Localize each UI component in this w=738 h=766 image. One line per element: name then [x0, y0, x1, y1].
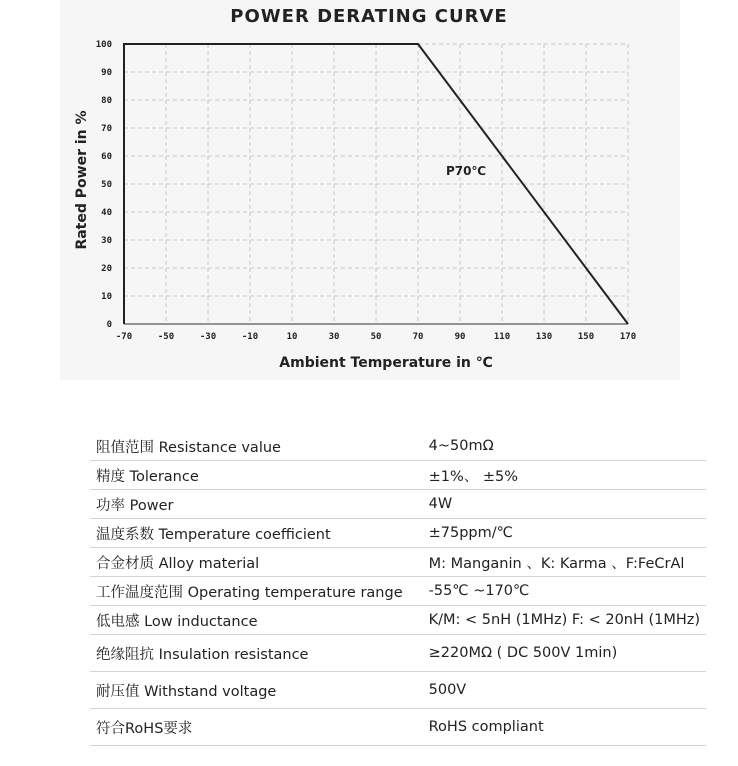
y-tick-label: 90 — [101, 68, 112, 78]
x-tick-label: -30 — [199, 332, 217, 342]
x-tick-label: 110 — [493, 332, 511, 342]
spec-table — [90, 432, 706, 746]
spec-value: -55℃ ~170℃ — [409, 577, 706, 606]
x-tick-label: 170 — [619, 332, 637, 342]
spec-label: 低电感 Low inductance — [90, 606, 409, 635]
x-tick-label: 30 — [328, 332, 340, 342]
y-tick-label: 50 — [101, 180, 112, 190]
y-tick-label: 10 — [101, 292, 112, 302]
spec-label: 阻值范围 Resistance value — [90, 432, 409, 461]
spec-row — [90, 548, 706, 577]
curve-annotation: P70℃ — [446, 164, 487, 179]
x-tick-label: 70 — [412, 332, 424, 342]
spec-label: 精度 Tolerance — [90, 461, 409, 490]
x-tick-label: -70 — [115, 332, 133, 342]
y-tick-label: 20 — [101, 264, 112, 274]
spec-value: ≥220MΩ ( DC 500V 1min) — [409, 635, 706, 672]
spec-row — [90, 635, 706, 672]
y-tick-label: 30 — [101, 236, 112, 246]
y-axis-label: Rated Power in % — [74, 110, 90, 250]
y-tick-label: 80 — [101, 96, 112, 106]
y-tick-label: 70 — [101, 124, 112, 134]
x-tick-label: 50 — [370, 332, 382, 342]
x-axis-label: Ambient Temperature in ℃ — [279, 355, 493, 371]
x-tick-label: -10 — [241, 332, 259, 342]
x-tick-label: 150 — [577, 332, 595, 342]
spec-label: 合金材质 Alloy material — [90, 548, 409, 577]
spec-row — [90, 432, 706, 461]
chart-title: POWER DERATING CURVE — [230, 6, 508, 27]
spec-row — [90, 461, 706, 490]
x-tick-label: -50 — [157, 332, 175, 342]
spec-label: 功率 Power — [90, 490, 409, 519]
spec-value: 4W — [409, 490, 706, 519]
spec-label: 符合RoHS要求 — [90, 709, 409, 746]
spec-value: 4~50mΩ — [409, 432, 706, 461]
spec-label: 温度系数 Temperature coefficient — [90, 519, 409, 548]
x-tick-label: 10 — [286, 332, 298, 342]
y-tick-label: 40 — [101, 208, 112, 218]
y-tick-label: 60 — [101, 152, 112, 162]
x-tick-label: 90 — [454, 332, 466, 342]
spec-value: ±75ppm/℃ — [409, 519, 706, 548]
spec-row — [90, 519, 706, 548]
y-tick-label: 100 — [95, 40, 112, 50]
spec-value: ±1%、 ±5% — [409, 461, 706, 490]
spec-value: RoHS compliant — [409, 709, 706, 746]
spec-label: 耐压值 Withstand voltage — [90, 672, 409, 709]
spec-row — [90, 672, 706, 709]
spec-value: 500V — [409, 672, 706, 709]
spec-row — [90, 606, 706, 635]
spec-row — [90, 577, 706, 606]
spec-label: 工作温度范围 Operating temperature range — [90, 577, 409, 606]
spec-row — [90, 709, 706, 746]
spec-label: 绝缘阻抗 Insulation resistance — [90, 635, 409, 672]
spec-value: K/M: < 5nH (1MHz) F: < 20nH (1MHz) — [409, 606, 706, 635]
spec-row — [90, 490, 706, 519]
spec-value: M: Manganin 、K: Karma 、F:FeCrAl — [409, 548, 706, 577]
y-tick-label: 0 — [106, 320, 112, 330]
x-tick-label: 130 — [535, 332, 553, 342]
